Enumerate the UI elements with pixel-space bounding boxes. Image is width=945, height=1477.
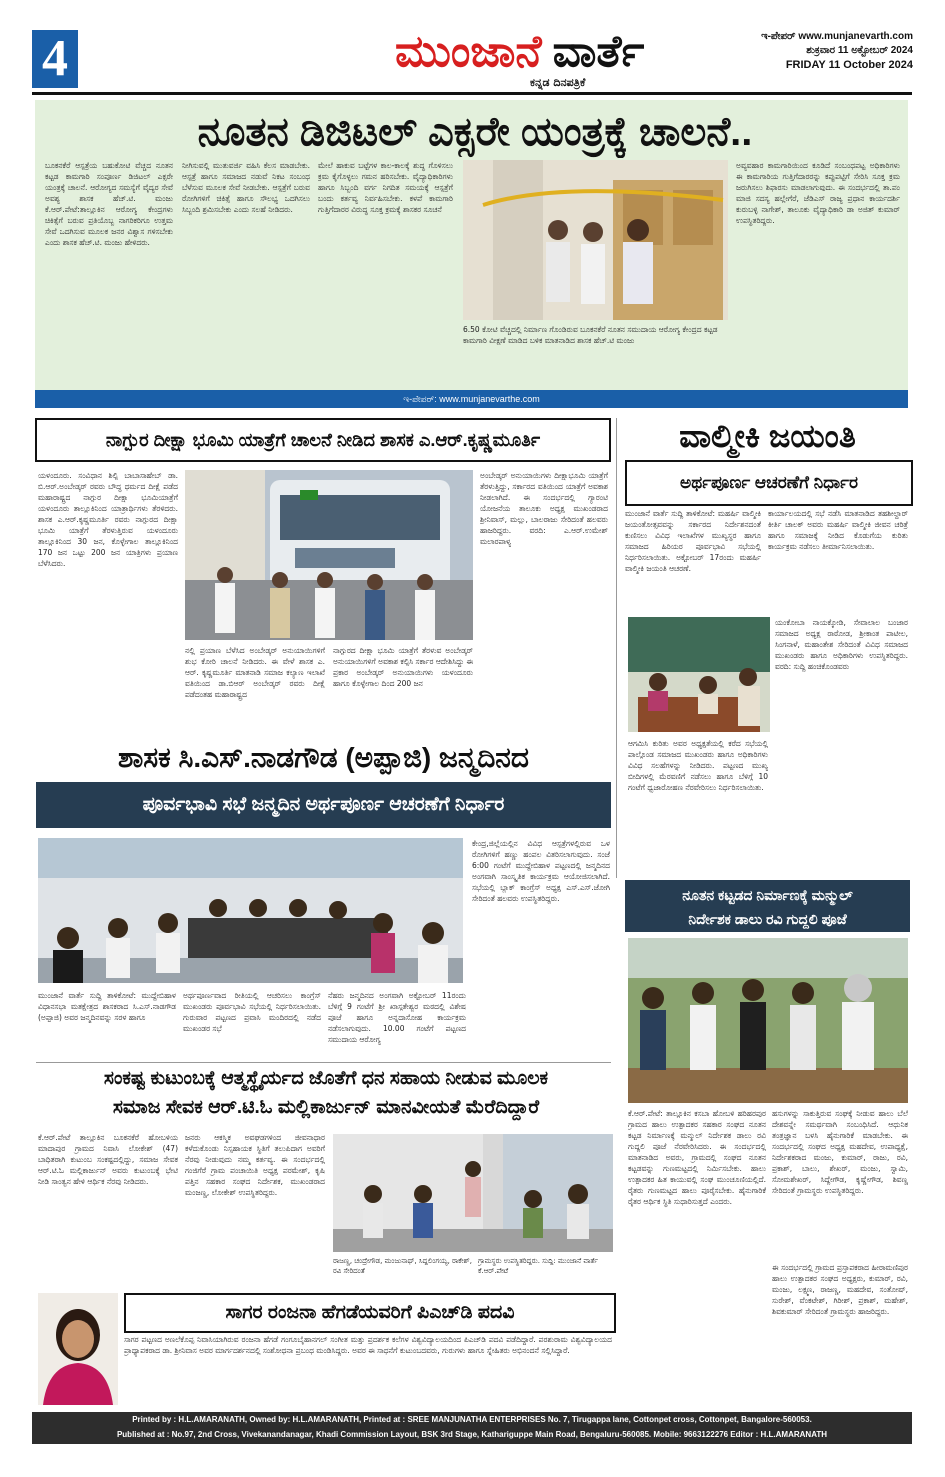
help-photo-illustration bbox=[333, 1134, 613, 1252]
imprint-line-2: Published at : No.97, 2nd Cross, Vivekanandanagar, Khadi Commission Layout, BSK 3rd Stage, Kathariguppe Main Road, Bengaluru-560085. Mobile: 9663122276 Editor : H.L.AMARANATH bbox=[116, 1430, 828, 1439]
birthday-col-1: ಮುಂಜಾನೆ ವಾರ್ತೆ ಸುದ್ದಿ ತಾಳಿಕೋಟೆ: ಮುದ್ದೇಬಿಹಾಳ ವಿಧಾನಸಭಾ ಮತಕ್ಷೇತ್ರದ ಶಾಸಕರಾದ ಸಿ.ಎಸ್.ನಾಡಗೌಡ (ಅಪ್ಪಾಜಿ) ಅವರ ಜನ್ಮದಿನವನ್ನು ಸರಳ ಹಾಗೂ bbox=[38, 991, 176, 1022]
masthead-date-kannada: ಶುಕ್ರವಾರ 11 ಅಕ್ಟೋಬರ್ 2024 bbox=[806, 45, 913, 56]
lead-col-3: ಮೇಲೆ ಹಾಕುವ ಬಟ್ಟೆಗಳ ಕಾಲ-ಕಾಲಕ್ಕೆ ಶುದ್ಧ ಗೊಳಿಸಲು ಕ್ರಮ ಕೈಗೊಳ್ಳಲು ಗಮನ ಹರಿಸಬೇಕು. ವೈದ್ಯಾಧಿಕಾರಿಗಳು ಹಾಗೂ ಸಿಬ್ಬಂದಿ ವರ್ಗ ನಿಗದಿತ ಸಮಯಕ್ಕೆ ಆಸ್ಪತ್ರೆಗೆ ಬಂದು ಕರ್ತವ್ಯ ನಿರ್ವಹಿಸಬೇಕು. ಕಳಪೆ ಕಾಮಗಾರಿ ಗುತ್ತಿಗೆದಾರರ ವಿರುದ್ಧ ಸೂಕ್ತ ಕ್ರಮಕ್ಕೆ ಶಾಸಕರ ಸೂಚನೆ bbox=[318, 161, 453, 214]
bus-headline: ನಾಗ್ಪುರ ದೀಕ್ಷಾ ಭೂಮಿ ಯಾತ್ರೆಗೆ ಚಾಲನೆ ನೀಡಿದ ಶಾಸಕ ಎ.ಆರ್.ಕೃಷ್ಣಮೂರ್ತಿ bbox=[105, 430, 541, 450]
help-col-2: ಜನರು ಆಕಸ್ಮಿಕ ಅವಘಡಗಳಿಂದ ಜೀವನಾಧಾರ ಕಳೆದುಕೊಂಡು ನಿಸ್ಸಹಾಯಕ ಸ್ಥಿತಿಗೆ ತಲುಪಿದಾಗ ಅವರಿಗೆ ನೆರವು ನೀಡುವುದು ನಮ್ಮ ಕರ್ತವ್ಯ. ಈ ಸಂದರ್ಭದಲ್ಲಿ ಗಂಜಿಗೆರೆ ಗ್ರಾಮ ಪಂಚಾಯಿತಿ ಅಧ್ಯಕ್ಷ ಪರಮೇಶ್, ಕೃಷಿ ಪತ್ತಿನ ಸಹಕಾರ ಸಂಘದ ನಿರ್ದೇಶಕ, ಮುಖಂಡರಾದ ಮಂಜಣ್ಣ, ಲೋಕೇಶ್ ಉಪಸ್ಥಿತರಿದ್ದರು. bbox=[185, 1133, 325, 1197]
valmiki-subtitle-box bbox=[625, 460, 913, 506]
lead-photo-caption: 6.50 ಕೋಟಿ ವೆಚ್ಚದಲ್ಲಿ ನಿರ್ಮಾಣ ಗೊಂಡಿರುವ ಬೂಕನಕೆರೆ ನೂತನ ಸಮುದಾಯ ಆರೋಗ್ಯ ಕೇಂದ್ರದ ಕಟ್ಟಡ ಕಾಮಗಾರಿ ವೀಕ್ಷಣೆ ಮಾಡಿದ ಬಳಿಕ ಮಾತನಾಡಿದ ಶಾಸಕ ಹೆಚ್.ಟಿ ಮಂಜು bbox=[463, 325, 718, 345]
valmiki-subtitle: ಅರ್ಥಪೂರ್ಣ ಆಚರಣೆಗೆ ನಿರ್ಧಾರ bbox=[680, 473, 858, 492]
birthday-col-3: ನೆಹರು ಜನ್ಮದಿನದ ಅಂಗವಾಗಿ ಅಕ್ಟೋಬರ್ 11ರಂದು ಬೆಳಿಗ್ಗೆ 9 ಗಂಟೆಗೆ ಶ್ರೀ ಖಾಸ್ಗತೇಶ್ವರ ಮಠದಲ್ಲಿ ವಿಶೇಷ ಪೂಜೆ ಹಾಗೂ ಅನ್ನದಾಸೋಹ ಕಾರ್ಯಕ್ರಮ ನಡೆಸಲಾಗುವುದು. 10.00 ಗಂಟೆಗೆ ಪಟ್ಟಣದ ಸಮುದಾಯ ಆರೋಗ್ಯ bbox=[328, 991, 466, 1044]
building-title-line2: ನಿರ್ದೇಶಕ ಡಾಲು ರವಿ ಗುದ್ದಲಿ ಪೂಜೆ bbox=[688, 911, 847, 927]
column-divider bbox=[616, 418, 617, 878]
bus-headline-box bbox=[35, 418, 611, 462]
building-title-line1: ನೂತನ ಕಟ್ಟಡದ ನಿರ್ಮಾಣಕ್ಕೆ ಮನ್ಮುಲ್ bbox=[682, 887, 853, 903]
phd-portrait bbox=[38, 1293, 118, 1405]
masthead-date-english: FRIDAY 11 October 2024 bbox=[785, 59, 913, 71]
building-col-1: ಕೆ.ಆರ್.ಪೇಟೆ: ತಾಲ್ಲೂಕಿನ ಕಸಬಾ ಹೋಬಳಿ ಹರಿಹರಪುರ ಗ್ರಾಮದ ಹಾಲು ಉತ್ಪಾದಕರ ಸಹಕಾರ ಸಂಘದ ನೂತನ ಕಟ್ಟಡ ನಿರ್ಮಾಣಕ್ಕೆ ಮನ್ಮುಲ್ ನಿರ್ದೇಶಕ ಡಾಲು ರವಿ ಗುದ್ದಲಿ ಪೂಜೆ ನೆರವೇರಿಸಿದರು. ಈ ಸಂದರ್ಭದಲ್ಲಿ ಮಾತನಾಡಿದ ಅವರು, ಗ್ರಾಮದಲ್ಲಿ ಸಂಘದ ನೂತನ ಕಟ್ಟಡವನ್ನು ಗುಣಮಟ್ಟದಲ್ಲಿ ನಿರ್ಮಿಸಬೇಕು. ಹಾಲು ಉತ್ಪಾದಕರ ಹಿತ ಕಾಯುವಲ್ಲಿ ಸಂಘ ಮುಂಚೂಣಿಯಲ್ಲಿದೆ. ರೈತರು ಗುಣಮಟ್ಟದ ಹಾಲು ಪೂರೈಸಬೇಕು. ಹೈನುಗಾರಿಕೆ ರೈತರ ಆರ್ಥಿಕ ಸ್ಥಿತಿ ಸುಧಾರಿಸುತ್ತದೆ ಎಂದರು. bbox=[628, 1109, 766, 1206]
masthead-subtitle: ಕನ್ನಡ ದಿನಪತ್ರಿಕೆ bbox=[530, 76, 586, 89]
help-title-line1: ಸಂಕಷ್ಟ ಕುಟುಂಬಕ್ಕೆ ಆತ್ಮಸ್ಥೈರ್ಯದ ಜೊತೆಗೆ ಧನ ಸಹಾಯ ನೀಡುವ ಮೂಲಕ bbox=[103, 1068, 549, 1089]
epaper-bar[interactable]: ಇ-ಪೇಪರ್: www.munjanevarthe.com bbox=[35, 390, 908, 408]
help-col-4: ಗ್ರಾಮಸ್ಥರು ಉಪಸ್ಥಿತರಿದ್ದರು. ಸುದ್ದಿ: ಮುಂಜಾನೆ ವಾರ್ತೆ ಕೆ.ಆರ್.ಪೇಟೆ bbox=[478, 1257, 598, 1275]
imprint-line-1: Printed by : H.L.AMARANATH, Owned by: H.L.AMARANATH, Printed at : SREE MANJUNATHA ENTERPRISES No. 7, Tirugappa lane, Cottonpet cross, Cottonpet, Bangalore-560053. bbox=[132, 1415, 812, 1424]
masthead-title-part1: ಮುಂಜಾನೆ bbox=[395, 27, 542, 76]
lead-headline: ನೂತನ ಡಿಜಿಟಲ್ ಎಕ್ಸರೇ ಯಂತ್ರಕ್ಕೆ ಚಾಲನೆ.. bbox=[197, 110, 753, 154]
bus-col-4: ಅಂಬೇಡ್ಕರ್ ಅನುಯಾಯಿಗಳು ದೀಕ್ಷಾಭೂಮಿ ಯಾತ್ರೆಗೆ ತೆರಳುತ್ತಿದ್ದು, ಸರ್ಕಾರದ ವತಿಯಿಂದ ಯಾತ್ರೆಗೆ ಅವಕಾಶ ನೀಡಲಾಗಿದೆ. ಈ ಸಂದರ್ಭದಲ್ಲಿ ಗ್ಯಾರಂಟಿ ಯೋಜನೆಯ ತಾಲೂಕು ಅಧ್ಯಕ್ಷ ಮುಖಂಡರಾದ ಶ್ರೀನಿವಾಸ್, ಮಲ್ಲು, ಬಾಲರಾಜು ಸೇರಿದಂತೆ ಹಲವರು ಹಾಜರಿದ್ದರು. ವರದಿ: ಎ.ಆರ್.ಉಮೇಶ್ ಮಲಾರಪಾಳ್ಯ bbox=[480, 471, 608, 546]
lead-col-1: ಬೂಕನಕೆರೆ ಆಸ್ಪತ್ರೆಯ ಬಹುಕೋಟಿ ವೆಚ್ಚದ ನೂತನ ಕಟ್ಟಡ ಕಾಮಗಾರಿ ಸಂಪೂರ್ಣ ಡಿಜಿಟಲ್ ಎಕ್ಸರೇ ಯಂತ್ರಕ್ಕೆ ಚಾಲನೆ. ಆರೋಗ್ಯದ ಸಮಸ್ಯೆಗೆ ವೈದ್ಯರ ಸೇವೆ ಅವಶ್ಯ ಶಾಸಕ ಹೆಚ್.ಟಿ. ಮಂಜು ಕೆ.ಆರ್.ಪೇಟೆ:ತಾಲ್ಲೂಕಿನ ಆರೋಗ್ಯ ಕೇಂದ್ರಗಳು ಚಿಕಿತ್ಸೆಗೆ ಬರುವ ಪ್ರತಿಯೊಬ್ಬ ನಾಗರಿಕರಿಗೂ ಉತ್ತಮ ಸೇವೆ ಒದಗಿಸುವ ಮೂಲಕ ಜನರ ವಿಶ್ವಾಸ ಗಳಿಸಬೇಕು ಎಂದು ಶಾಸಕ ಹೆಚ್.ಟಿ. ಮಂಜು ಹೇಳಿದರು. bbox=[45, 161, 173, 247]
masthead-website: ಇ-ಪೇಪರ್ www.munjanevarth.com bbox=[761, 31, 913, 42]
masthead-info bbox=[761, 30, 913, 72]
valmiki-photo bbox=[628, 617, 770, 732]
valmiki-col-2: ಕಾರ್ಯಾಲಯದಲ್ಲಿ ಸಭೆ ನಡೆಸಿ ಮಾತನಾಡಿದ ತಹಶೀಲ್ದಾರ್ ಕೀರ್ತಿ ಚಾಲಕ್ ಅವರು ಮಹರ್ಷಿ ವಾಲ್ಮೀಕಿ ಜೀವನ ಚರಿತ್ರೆ ಹಾಗೂ ಸಮಾಜಕ್ಕೆ ನೀಡಿದ ಕೊಡುಗೆಯ ಕುರಿತು ಕಾರ್ಯಕ್ರಮ ನಡೆಸಲು ತೀರ್ಮಾನಿಸಲಾಯಿತು. bbox=[768, 509, 908, 551]
phd-portrait-illustration bbox=[38, 1293, 118, 1405]
valmiki-col-1: ಮುಂಜಾನೆ ವಾರ್ತೆ ಸುದ್ದಿ ತಾಳಿಕೋಟೆ: ಮಹರ್ಷಿ ವಾಲ್ಮೀಕಿ ಜಯಂತೋತ್ಸವವನ್ನು ಸರ್ಕಾರದ ನಿರ್ದೇಶನದಂತೆ ಕುಣಿಸಲು ವಿವಿಧ ಇಲಾಖೆಗಳ ಮುಖ್ಯಸ್ಥರ ಹಾಗೂ ಸಮಾಜದ ಹಿರಿಯರ ಪೂರ್ವಭಾವಿ ಸಭೆಯಲ್ಲಿ ನಿರ್ಧರಿಸಲಾಯಿತು. ಅಕ್ಟೋಬರ್ 17ರಂದು ಮಹರ್ಷಿ ವಾಲ್ಮೀಕಿ ಜಯಂತಿ ಆಚರಣೆ. bbox=[625, 509, 761, 573]
page-number: 4 bbox=[32, 30, 78, 88]
birthday-photo-illustration bbox=[38, 838, 463, 983]
birthday-subtitle-box bbox=[36, 782, 611, 828]
building-photo-illustration bbox=[628, 938, 908, 1103]
lead-photo-illustration bbox=[463, 160, 728, 320]
valmiki-col-3: ಆಗಮಿಸಿ ಕುರಿತು ಅವರ ಅಧ್ಯಕ್ಷತೆಯಲ್ಲಿ ಕರೆದ ಸಭೆಯಲ್ಲಿ ಪಾಲ್ಗೊಂಡ ಸಮಾಜದ ಮುಖಂಡರು ಹಾಗೂ ಅಧಿಕಾರಿಗಳು ವಿವಿಧ ಸಲಹೆಗಳನ್ನು ನೀಡಿದರು. ಪಟ್ಟಣದ ಮುಖ್ಯ ಬೀದಿಗಳಲ್ಲಿ ಮೆರವಣಿಗೆ ನಡೆಸಲು ಹಾಗೂ ಬೆಳಿಗ್ಗೆ 10 ಗಂಟೆಗೆ ಧ್ವಜಾರೋಹಣ ನೆರವೇರಿಸಲು ನಿರ್ಧರಿಸಲಾಯಿತು. bbox=[628, 739, 768, 792]
help-title-line2: ಸಮಾಜ ಸೇವಕ ಆರ್.ಟಿ.ಓ ಮಲ್ಲಿಕಾರ್ಜುನ್ ಮಾನವೀಯತೆ ಮೆರೆದಿದ್ದಾರೆ bbox=[112, 1097, 540, 1118]
lead-col-5: ಅವ್ಯವಹಾರ ಕಾಮಗಾರಿಯಿಂದ ಕೂಡಿದೆ ಸಂಬಂಧಪಟ್ಟ ಅಧಿಕಾರಿಗಳು ಈ ಕಾಮಗಾರಿಯ ಗುತ್ತಿಗೆದಾರರನ್ನು ಕಪ್ಪುಪಟ್ಟಿಗೆ ಸೇರಿಸಿ ಸೂಕ್ತ ಕ್ರಮ ಜರುಗಿಸಲು ಶಿಫಾರಸು ಮಾಡಲಾಗುವುದು. ಈ ಸಂದರ್ಭದಲ್ಲಿ ತಾ.ಪಂ ಮಾಜಿ ಸದಸ್ಯ ಹಲ್ಲೇಗೆರೆ, ಜೆಡಿಎಸ್ ರಾಜ್ಯ ಪ್ರಧಾನ ಕಾರ್ಯದರ್ಶಿ ಕುರುಬಳ್ಳಿ ನಾಗೇಶ್, ತಾಲೂಕು ವೈದ್ಯಾಧಿಕಾರಿ ಡಾ ಅಜಿತ್ ಕುಮಾರ್ ಉಪಸ್ಥಿತರಿದ್ದರು. bbox=[736, 161, 900, 225]
masthead-title bbox=[395, 27, 645, 76]
phd-body: ಸಾಗರ ಪಟ್ಟಣದ ಅಣಲೆಕೊಪ್ಪ ನಿವಾಸಿಯಾಗಿರುವ ರಂಜನಾ ಹೆಗಡೆ ಗಂಗೂಬೈಹಾನಗಲ್ ಸಂಗೀತ ಮತ್ತು ಪ್ರದರ್ಶಕ ಕಲೆಗಳ ವಿಶ್ವವಿದ್ಯಾಲಯದಿಂದ ಪಿಎಚ್‌ಡಿ ಪದವಿ ಪಡೆದಿದ್ದಾರೆ. ಪರಶುರಾಮ ವಿಶ್ವವಿದ್ಯಾಲಯದ ಪ್ರಾಧ್ಯಾಪಕರಾದ ಡಾ. ಶ್ರೀನಿವಾಸ ಅವರ ಮಾರ್ಗದರ್ಶನದಲ್ಲಿ ಸಂಶೋಧನಾ ಪ್ರಬಂಧ ಮಂಡಿಸಿದ್ದರು. ಅವರ ಈ ಸಾಧನೆಗೆ ಕುಟುಂಬದವರು, ಗುರುಗಳು ಹಾಗೂ ಸ್ನೇಹಿತರು ಅಭಿನಂದನೆ ಸಲ್ಲಿಸಿದ್ದಾರೆ. bbox=[124, 1335, 612, 1355]
section-divider bbox=[36, 1062, 611, 1063]
bus-col-2: ನಲ್ಲಿ ಪ್ರಯಾಣ ಬೆಳೆಸಿದ ಅಂಬೇಡ್ಕರ್ ಅನುಯಾಯಿಗಳಿಗೆ ಶುಭ ಕೋರಿ ಚಾಲನೆ ನೀಡಿದರು. ಈ ವೇಳೆ ಶಾಸಕ ಎ. ಆರ್. ಕೃಷ್ಣಮೂರ್ತಿ ಮಾತನಾಡಿ ಸಮಾಜ ಕಲ್ಯಾಣ ಇಲಾಖೆ ವತಿಯಿಂದ ಡಾ.ಬಿಆರ್ ಅಂಬೇಡ್ಕರ್ ರವರು ದೀಕ್ಷೆ ಪಡೆದಂತಹ ಮಹಾರಾಷ್ಟ್ರದ bbox=[185, 646, 325, 699]
building-col-2: ಹಸುಗಳನ್ನು ಸಾಕುತ್ತಿರುವ ಸಂಘಕ್ಕೆ ನೀಡುವ ಹಾಲು ಬೆಲೆ ದೇಶವನ್ನೇ ಸಮರ್ಥವಾಗಿ ಸಂಬಂಧಿಸಿದೆ. ಆಧುನಿಕ ತಂತ್ರಜ್ಞಾನ ಬಳಸಿ ಹೈನುಗಾರಿಕೆ ಮಾಡಬೇಕು. ಈ ಸಂದರ್ಭದಲ್ಲಿ ಸಂಘದ ಅಧ್ಯಕ್ಷ ಮಹದೇವ, ಉಪಾಧ್ಯಕ್ಷೆ, ನಿರ್ದೇಶಕರಾದ ಮಂಜು, ಕುಮಾರ್, ರಾಜು, ರವಿ, ಪ್ರಕಾಶ್, ಬಾಲು, ಶೇಖರ್, ಮಂಜು, ಸ್ವಾಮಿ, ಸೋಮಶೇಖರ್, ಸಿದ್ದೇಗೌಡ, ಕೃಷ್ಣೇಗೌಡ, ಶಿವಣ್ಣ ಸೇರಿದಂತೆ ಗ್ರಾಮಸ್ಥರು ಉಪಸ್ಥಿತರಿದ್ದರು. bbox=[772, 1109, 908, 1195]
lead-photo bbox=[463, 160, 728, 320]
lead-col-2: ನೀಗಿಸುವಲ್ಲಿ ಮುತುವರ್ಜಿ ವಹಿಸಿ ಕೆಲಸ ಮಾಡಬೇಕು. ಆಸ್ಪತ್ರೆ ಹಾಗೂ ಸಮಾಜದ ನಡುವೆ ನಿಕಟ ಸಂಬಂಧ ಬೆಳೆಸುವ ಮೂಲಕ ಸೇವೆ ನೀಡಬೇಕು. ಆಸ್ಪತ್ರೆಗೆ ಬರುವ ರೋಗಿಗಳಿಗೆ ಚಿಕಿತ್ಸೆ ಹಾಗೂ ಸೌಲಭ್ಯ ಒದಗಿಸಲು ಸಿಬ್ಬಂದಿ ಶ್ರಮಿಸಬೇಕು ಎಂದು ಸಲಹೆ ನೀಡಿದರು. bbox=[182, 161, 310, 214]
building-photo bbox=[628, 938, 908, 1103]
imprint-footer bbox=[32, 1412, 912, 1444]
valmiki-photo-illustration bbox=[628, 617, 770, 732]
valmiki-title: ವಾಲ್ಮೀಕಿ ಜಯಂತಿ bbox=[679, 418, 856, 454]
help-photo bbox=[333, 1134, 613, 1252]
bus-photo bbox=[185, 470, 473, 640]
birthday-title: ಶಾಸಕ ಸಿ.ಎಸ್.ನಾಡಗೌಡ (ಅಪ್ಪಾಜಿ) ಜನ್ಮದಿನದ bbox=[118, 742, 529, 773]
masthead-rule bbox=[32, 92, 912, 95]
building-title-box bbox=[625, 880, 910, 932]
bus-col-1: ಯಳಂದೂರು. ಸಂವಿಧಾನ ಶಿಲ್ಪಿ ಬಾಬಾಸಾಹೇಬ್ ಡಾ. ಬಿ.ಆರ್.ಅಂಬೇಡ್ಕರ್ ರವರು ಬೌದ್ಧ ಧರ್ಮದ ದೀಕ್ಷೆ ಪಡೆದ ಮಹಾರಾಷ್ಟ್ರದ ನಾಗ್ಪುರ ದೀಕ್ಷಾ ಭೂಮಿಯಾತ್ರೆಗೆ ಯಳಂದೂರು ತಾಲ್ಲೂಕಿನಿಂದ ಯಾತ್ರಾರ್ಥಿಗಳು ತೆರಳಿದರು. ಶಾಸಕ ಎ.ಆರ್.ಕೃಷ್ಣಮೂರ್ತಿ ರವರು ನಾಗ್ಪುರದ ದೀಕ್ಷಾ ಭೂಮಿ ಯಾತ್ರೆಗೆ ತೆರಳುತ್ತಿರುವ ಯಳಂದೂರು ತಾಲ್ಲೂಕಿನಿಂದ 30 ಜನ, ಕೊಳ್ಳೇಗಾಲ ತಾಲ್ಲೂಕಿನಿಂದ 170 ಜನ ಒಟ್ಟು 200 ಜನ ಯಾತ್ರಿಗಳು ಪ್ರಯಾಣ ಬೆಳೆಸಿದರು. bbox=[38, 471, 178, 568]
birthday-col-2: ಅರ್ಥಪೂರ್ಣವಾದ ರೀತಿಯಲ್ಲಿ ಆಚರಿಸಲು ಕಾಂಗ್ರೆಸ್ ಮುಖಂಡರು ಪೂರ್ವಭಾವಿ ಸಭೆಯಲ್ಲಿ ನಿರ್ಧರಿಸಲಾಯಿತು. ಗುರುವಾರ ಪಟ್ಟಣದ ಪ್ರವಾಸಿ ಮಂದಿರದಲ್ಲಿ ನಡೆದ ಮುಖಂಡರ ಸಭೆ bbox=[183, 991, 321, 1033]
birthday-subtitle: ಪೂರ್ವಭಾವಿ ಸಭೆ ಜನ್ಮದಿನ ಅರ್ಥಪೂರ್ಣ ಆಚರಣೆಗೆ ನಿರ್ಧಾರ bbox=[142, 794, 505, 815]
help-photo-caption: ರಾಜಣ್ಣ, ಚಂದ್ರೇಗೌಡ, ಮಂಜುನಾಥ್, ಸಿದ್ದಲಿಂಗಯ್ಯ, ರಾಕೇಶ್, ರವಿ ಸೇರಿದಂತೆ bbox=[333, 1257, 472, 1275]
phd-title-box bbox=[124, 1293, 616, 1333]
bus-col-3: ನಾಗ್ಪುರದ ದೀಕ್ಷಾ ಭೂಮಿ ಯಾತ್ರೆಗೆ ತೆರಳುವ ಅಂಬೇಡ್ಕರ್ ಅನುಯಾಯಿಗಳಿಗೆ ಅವಕಾಶ ಕಲ್ಪಿಸಿ ಸರ್ಕಾರ ಆದೇಶಿಸಿದ್ದು ಈ ಪ್ರಕಾರ ಅಂಬೇಡ್ಕರ್ ಅನುಯಾಯಿಗಳು ಯಳಂದೂರು ಹಾಗೂ ಕೊಳ್ಳೇಗಾಲ ದಿಂದ 200 ಜನ bbox=[333, 646, 473, 688]
birthday-col-right: ಕೇಂದ್ರ,ಜಿಲ್ಲೆಯಲ್ಲಿನ ವಿವಿಧ ಆಸ್ಪತ್ರೆಗಳಲ್ಲಿರುವ ಒಳ ರೋಗಿಗಳಿಗೆ ಹಣ್ಣು ಹಂಪಲ ವಿತರಿಸಲಾಗುವುದು. ಸಂಜೆ 6:00 ಗಂಟೆಗೆ ಮುದ್ದೇಬಿಹಾಳ ಪಟ್ಟಣದಲ್ಲಿ ಜನ್ಮದಿನದ ಅಂಗವಾಗಿ ಸಾಂಸ್ಕೃತಿಕ ಕಾರ್ಯಕ್ರಮ ಆಯೋಜಿಸಲಾಗಿದೆ. ಸಭೆಯಲ್ಲಿ ಬ್ಲಾಕ್ ಕಾಂಗ್ರೆಸ್ ಅಧ್ಯಕ್ಷ ಎಸ್.ಎಸ್.ಜೋಗಿ ಸೇರಿದಂತೆ ಹಲವರು ಉಪಸ್ಥಿತರಿದ್ದರು. bbox=[472, 839, 610, 903]
phd-title: ಸಾಗರ ರಂಜನಾ ಹೆಗಡೆಯವರಿಗೆ ಪಿಎಚ್‌ಡಿ ಪದವಿ bbox=[225, 1302, 515, 1323]
birthday-photo bbox=[38, 838, 463, 983]
masthead-title-part2: ವಾರ್ತೆ bbox=[552, 27, 645, 76]
help-col-1: ಕೆ.ಆರ್.ಪೇಟೆ ತಾಲ್ಲೂಕಿನ ಬೂಕನಕೆರೆ ಹೋಬಳಿಯ ಮಾದಾಪುರ ಗ್ರಾಮದ ನಿವಾಸಿ ಲೋಕೇಶ್ (47) ಬಾಧಿತರಾಗಿ ಕುಟುಂಬ ಸಂಕಷ್ಟದಲ್ಲಿದ್ದು, ಸಮಾಜ ಸೇವಕ ಆರ್.ಟಿ.ಓ ಮಲ್ಲಿಕಾರ್ಜುನ್ ಅವರು ಕುಟುಂಬಕ್ಕೆ ಭೇಟಿ ನೀಡಿ ಸಾಂತ್ವನ ಹೇಳಿ ಆರ್ಥಿಕ ನೆರವು ನೀಡಿದರು. bbox=[38, 1133, 178, 1186]
side-story: ಈ ಸಂದರ್ಭದಲ್ಲಿ ಗ್ರಾಮದ ಪ್ರಸ್ತಾಪಕರಾದ ಹೀರಾಮಣಿಪುರ ಹಾಲು ಉತ್ಪಾದಕರ ಸಂಘದ ಅಧ್ಯಕ್ಷರು, ಕುಮಾರ್, ರವಿ, ಮಂಜು, ಲಕ್ಷ್ಮಣ, ರಾಜಣ್ಣ, ಮಹದೇವ, ಸಂತೋಷ್, ಸುರೇಶ್, ವೆಂಕಟೇಶ್, ಗಿರೀಶ್, ಪ್ರಕಾಶ್, ಮಹೇಶ್, ಶಿವಕುಮಾರ್ ಸೇರಿದಂತೆ ಗ್ರಾಮಸ್ಥರು ಹಾಜರಿದ್ದರು. bbox=[772, 1263, 908, 1316]
valmiki-col-4: ಯಂಕೋಬಾ ನಾಯಕ್ಕೋಡಿ, ಸೇವಾಲಾಲ ಬಂಜಾರ ಸಮಾಜದ ಅಧ್ಯಕ್ಷ ರಾಠೋಡ, ಶ್ರೀಕಾಂತ ಪಾಟೀಲ, ಸಿಂಗನಾಳೆ, ಮಹಾಂತೇಶ ಸೇರಿದಂತೆ ವಿವಿಧ ಸಮಾಜದ ಮುಖಂಡರು ಹಾಗೂ ಅಧಿಕಾರಿಗಳು ಉಪಸ್ಥಿತರಿದ್ದರು. ವರದಿ: ಸುದ್ದಿ ಹಂಚಿಕೊಂಡವರು bbox=[775, 618, 908, 671]
bus-photo-illustration bbox=[185, 470, 473, 640]
